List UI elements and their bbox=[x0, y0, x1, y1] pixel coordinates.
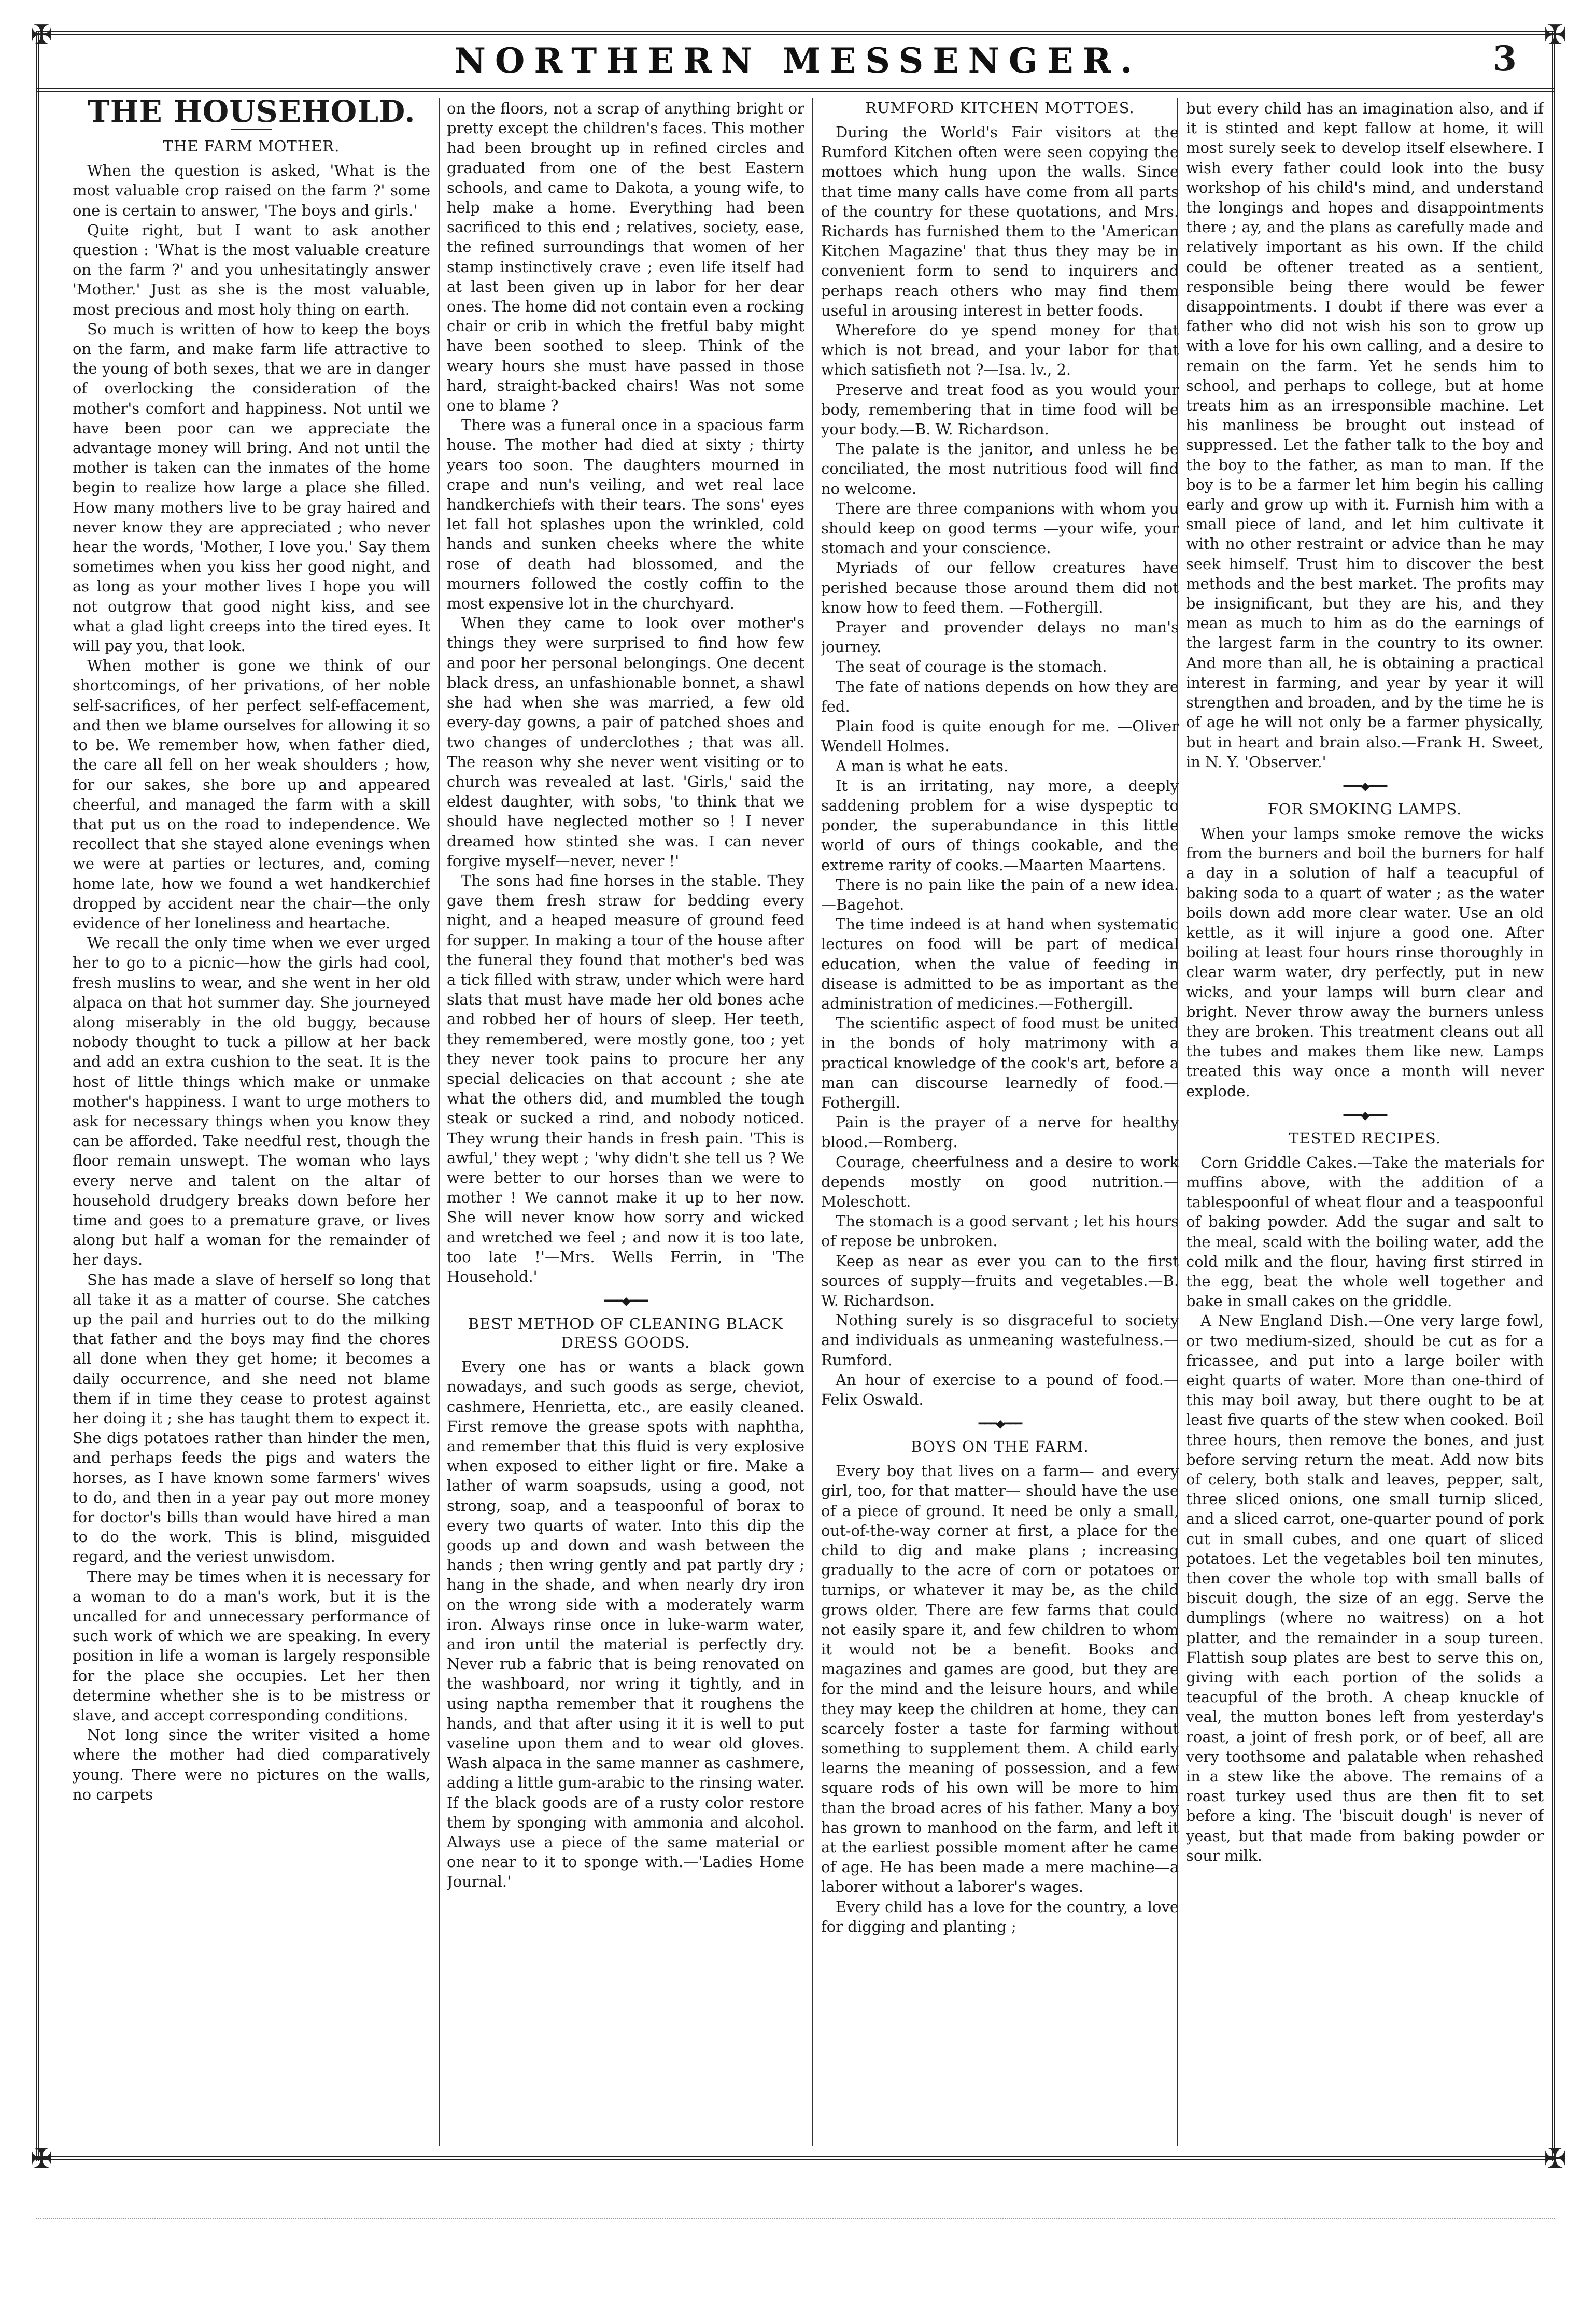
motto: Keep as near as ever you can to the first sources of supply—fruits and vegetables.—B. W. Richardson. bbox=[821, 1252, 1179, 1309]
article-paragraph: We recall the only time when we ever urged her to go to a picnic—how the girls had cool, fresh muslins to wear, and she went in her old alpaca on that hot summer day. She journeyed along miserably in the old buggy, because nobody thought to tuck a pillow at her back and add an extra cushion to the seat. It is the host of little things which make or unmake mother's happiness. I want to urge mothers to ask for necessary things when you know they can be afforded. Take needful rest, though the floor remain unswept. The woman who lays every nerve and talent on the altar of household drudgery breaks down before her time and goes to a premature grave, or lives along but half a woman for the remainder of her days. bbox=[73, 934, 430, 1269]
motto: Nothing surely is so disgraceful to society and individuals as unmeaning wastefulness.—Rumford. bbox=[821, 1311, 1179, 1369]
article-paragraph: Every child has a love for the country, a love for digging and planting ; bbox=[821, 1898, 1179, 1935]
page-number: 3 bbox=[1493, 38, 1517, 79]
motto: Plain food is quite enough for me. —Oliver Wendell Holmes. bbox=[821, 717, 1179, 755]
motto: It is an irritating, nay more, a deeply saddening problem for a wise dyspeptic to ponder, the superabundance in this little world of ours of things cookable, and the extreme rarity of cooks.—Maarten Maartens. bbox=[821, 776, 1179, 874]
header-rule bbox=[36, 88, 1555, 92]
column-divider bbox=[439, 98, 440, 2146]
motto: The seat of courage is the stomach. bbox=[836, 658, 1107, 676]
recipe-paragraph: A New England Dish.—One very large fowl, or two medium-sized, should be cut as for a fricassee, and put into a large boiler with eight quarts of water. More than one-third of this may boil away, but there ought to be at least five quarts of the stew when cooked. Boil three hours, then remove the bones, and just before serving return the meat. Add now bits of celery, both stalk and leaves, pepper, salt, three sliced onions, one small turnip sliced, and a sliced carrot, one-quarter pound of pork cut in small cubes, and one quart of sliced potatoes. Let the vegetables boil ten minutes, then cover the whole top with small balls of biscuit dough, the size of an egg. Serve the dumplings (where no waitress) on a hot platter, and the remainder in a soup tureen. Flattish soup plates are best to serve this on, giving with each portion of the solids a teacupful of the broth. A cheap knuckle of veal, the mutton bones left from yesterday's roast, a joint of fresh pork, or of beef, all are very toothsome and palatable when rehashed in a stew like the above. The remains of a roast turkey used thus are then fit to set before a king. The 'biscuit dough' is never of yeast, but that made from baking powder or sour milk. bbox=[1186, 1312, 1544, 1864]
article-paragraph: but every child has an imagination also, and if it is stinted and kept fallow at home, it will most surely seek to develop itself elsewhere. I wish every father could look into the busy workshop of his child's mind, and understand the longings and hopes and disappointments there ; ay, and the plans as carefully made and relatively important as his own. If the child could be oftener treated as a sentient, responsible being there would be fewer disappointments. I doubt if there was ever a father who did not wish his son to grow up with a love for his own calling, and a desire to remain on the farm. Yet he sends him to school, and perhaps to college, but at home treats him as an irresponsible machine. Let his manliness be brought out instead of suppressed. Let the father talk to the boy and the boy to the father, as man to man. If the boy is to be a farmer let him begin his calling early and grow up with it. Furnish him with a small piece of land, and let him cultivate it with no other restraint or advice than he may seek himself. Trust him to discover the best methods and the best market. The profits may be insignificant, but they are his, and they mean as much to him as do the earnings of the largest farm in the country to its owner. And more than all, he is obtaining a practical interest in farming, and year by year it will strengthen and broaden, and by the time he is of age he will not only be a farmer physically, but in heart and brain also.—Frank H. Sweet, in N. Y. 'Observer.' bbox=[1186, 100, 1544, 771]
article-paragraph: So much is written of how to keep the boys on the farm, and make farm life attractive to the young of both sexes, that we are in danger of overlocking the consideration of the mother's comfort and happiness. Not until we have been poor can we appreciate the advantage money will bring. And not until the mother is taken can the inmates of the home begin to realize how large a place she filled. How many mothers live to be gray haired and never know they are appreciated ; who never hear the words, 'Mother, I love you.' Say them sometimes when you kiss her good night, and as long as your mother lives I hope you will not outgrow that good night kiss, and see what a glad light creeps into the tired eyes. It will pay you, that look. bbox=[73, 320, 430, 655]
motto: Pain is the prayer of a nerve for healthy blood.—Romberg. bbox=[821, 1113, 1179, 1151]
bottom-rule bbox=[36, 2156, 1555, 2160]
article-paragraph: She has made a slave of herself so long that all take it as a matter of course. She catches up the pail and hurries out to do the milking that father and the boys may find the chores all done when they get home; it becomes a daily occurrence, and she need not blame them if in time they cease to protest against her doing it ; she has taught them to expect it. She digs potatoes rather than hinder the men, and perhaps feeds the pigs and waters the horses, as I have known some farmers' wives to do, and then in a year pay out more money for doctor's bills than would have hired a man to do the work. This is blind, misguided regard, and the veriest unwisdom. bbox=[73, 1270, 430, 1566]
article-paragraph: During the World's Fair visitors at the Rumford Kitchen often were seen copying the mottoes which hung upon the walls. Since that time many calls have come from all parts of the country for these quotations, and Mrs. Richards has furnished them to the 'American Kitchen Magazine' that thus they may be in convenient form to send to inquirers and perhaps reach others who may find them useful in arousing interest in better foods. bbox=[821, 123, 1179, 319]
column-divider bbox=[812, 98, 813, 2146]
bottom-margin-dots bbox=[36, 2218, 1555, 2219]
masthead-title: NORTHERN MESSENGER. bbox=[454, 40, 1142, 81]
section-separator-icon: ━━━◆━━━ bbox=[604, 1295, 647, 1308]
article-paragraph: There may be times when it is necessary for a woman to do a man's work, but it is the uncalled for and unnecessary performance of such work of which we are speaking. In every position in life a woman is largely responsible for the place she occupies. Let her then determine whether she is to be mistress or slave, and accept corresponding conditions. bbox=[73, 1567, 430, 1724]
corner-ornament-icon: ✠ bbox=[1544, 20, 1566, 51]
section-separator-icon: ━━━◆━━━ bbox=[978, 1418, 1022, 1431]
column-2 bbox=[447, 98, 804, 2146]
section-separator-icon: ━━━◆━━━ bbox=[1343, 780, 1387, 793]
motto: The time indeed is at hand when systematic lectures on food will be part of medical education, when the value of feeding in disease is admitted to be as important as the administration of medicines.—Fothergill. bbox=[821, 915, 1179, 1012]
article-title: TESTED RECIPES. bbox=[1289, 1129, 1441, 1147]
motto: Preserve and treat food as you would your body, remembering that in time food will be your body.—B. W. Richardson. bbox=[821, 380, 1179, 438]
motto: The scientific aspect of food must be united in the bonds of holy matrimony with a practical knowledge of the cook's art, before a man can discourse learnedly of food.—Fothergill. bbox=[821, 1014, 1179, 1111]
article-paragraph: When they came to look over mother's things they were surprised to find how few and poor her personal belongings. One decent black dress, an unfashionable bonnet, a shawl she had when she was married, a few old every-day gowns, a pair of patched shoes and two changes of underclothes ; that was all. The reason why she never went visiting or to church was revealed at last. 'Girls,' said the eldest daughter, with sobs, 'to think that we should have neglected mother so ! I never dreamed how stinted she was. I can never forgive myself—never, never !' bbox=[447, 614, 804, 870]
recipe-paragraph: Corn Griddle Cakes.—Take the materials for muffins above, with the addition of a tablespoonful of wheat flour and a teaspoonful of baking powder. Add the sugar and salt to the meal, scald with the boiling water, add the cold milk and the flour, having first stirred in the egg, beat the whole well together and bake in small cakes on the griddle. bbox=[1186, 1153, 1544, 1310]
motto: A man is what he eats. bbox=[836, 757, 1009, 775]
motto: An hour of exercise to a pound of food.—Felix Oswald. bbox=[821, 1370, 1179, 1408]
article-paragraph: When the question is asked, 'What is the most valuable crop raised on the farm ?' some one is certain to answer, 'The boys and girls.' bbox=[73, 162, 430, 219]
article-title: THE FARM MOTHER. bbox=[163, 137, 340, 155]
motto: Courage, cheerfulness and a desire to work depends mostly on good nutrition.—Moleschott. bbox=[821, 1153, 1179, 1210]
article-paragraph: Quite right, but I want to ask another question : 'What is the most valuable creature on the farm ?' and you unhesitatingly answer 'Mother.' Just as she is the most valuable, most precious and most holy thing on earth. bbox=[73, 221, 430, 318]
article-paragraph: Not long since the writer visited a home where the mother had died comparatively young. There were no pictures on the walls, no carpets bbox=[73, 1726, 430, 1803]
motto: The palate is the janitor, and unless he be conciliated, the most nutritious food will find no welcome. bbox=[821, 440, 1179, 498]
motto: The fate of nations depends on how they are fed. bbox=[821, 677, 1179, 715]
article-title: FOR SMOKING LAMPS. bbox=[1267, 800, 1462, 818]
motto: There is no pain like the pain of a new idea.—Bagehot. bbox=[821, 875, 1179, 913]
section-heading: THE HOUSEHOLD. bbox=[87, 98, 416, 129]
column-3 bbox=[821, 98, 1179, 2146]
article-paragraph: When mother is gone we think of our shortcomings, of her privations, of her noble self-sacrifices, of her perfect self-effacement, and then we blame ourselves for allowing it so to be. We remember how, when father died, the care all fell on her weak shoulders ; how, for our sakes, she bore up and appeared cheerful, and managed the farm with a skill that put us on the road to independence. We recollect that she stayed alone evenings when we were at parties or lectures, and, coming home late, how we found a wet handkerchief dropped by accident near the chair—the only evidence of her loneliness and heartache. bbox=[73, 657, 430, 932]
motto: Myriads of our fellow creatures have perished because those around them did not know how to feed them. —Fothergill. bbox=[821, 559, 1179, 616]
column-1 bbox=[73, 98, 430, 2146]
top-rule bbox=[36, 31, 1555, 35]
motto: Prayer and provender delays no man's journey. bbox=[821, 618, 1179, 656]
article-paragraph: There was a funeral once in a spacious farm house. The mother had died at sixty ; thirty years too soon. The daughters mourned in crape and nun's veiling, and wet real lace handkerchiefs with their tears. The sons' eyes let fall hot splashes upon the wrinkled, cold hands and sunken cheeks where the white rose of death had blossomed, and the mourners followed the costly coffin to the most expensive lot in the churchyard. bbox=[447, 416, 804, 613]
corner-ornament-icon: ✠ bbox=[1544, 2143, 1566, 2174]
article-paragraph: The sons had fine horses in the stable. They gave them fresh straw for bedding every night, and a heaped measure of ground feed for supper. In making a tour of the house after the funeral they found that mother's bed was a tick filled with straw, under which were hard slats that must have made her old bones ache and robbed her of hours of sleep. Her teeth, they remembered, were mostly gone, too ; yet they never took pains to procure her any special delicacies on that account ; she ate what the others did, and mumbled the tough steak or sucked a rind, and nobody noticed. They wrung their hands in fresh pain. 'This is awful,' they wept ; 'why didn't she tell us ? We were better to our horses than we were to mother ! We cannot make it up to her now. She will never know how sorry and wicked and wretched we feel ; and now it is too late, too late !'—Mrs. Wells Ferrin, in 'The Household.' bbox=[447, 871, 804, 1285]
article-paragraph: on the floors, not a scrap of anything bright or pretty except the children's faces. This mother had been brought up in refined circles and graduated from one of the best Eastern schools, and came to Dakota, a young wife, to help make a home. Everything had been sacrificed to this end ; relatives, society, ease, the refined surroundings that women of her stamp instinctively crave ; even life itself had at last been given up in labor for her dear ones. The home did not contain even a rocking chair or crib in which the fretful baby might have been soothed to sleep. Think of the weary hours she must have passed in those hard, straight-backed chairs! Was not some one to blame ? bbox=[447, 100, 804, 415]
article-title: BEST METHOD OF CLEANING BLACK DRESS GOODS. bbox=[468, 1315, 784, 1352]
article-paragraph: Every boy that lives on a farm— and every girl, too, for that matter— should have the use of a piece of ground. It need be only a small, out-of-the-way corner at first, a place for the child to dig and make plans ; increasing gradually to the acre of corn or potatoes or turnips, or whatever it may be, as the child grows older. There are few farms that could not easily spare it, and few children to whom it would not be a benefit. Books and magazines and games are good, but they are for the mind and the leisure hours, and while they may keep the children at home, they can scarcely foster a taste for farming without something to supplement them. A child early learns the meaning of possession, and a few square rods of his own will be more to him than the broad acres of his father. Many a boy has grown to manhood on the farm, and left it at the earliest possible moment after he came of age. He has been made a mere machine—a laborer without a laborer's wages. bbox=[821, 1462, 1179, 1896]
corner-ornament-icon: ✠ bbox=[30, 2143, 53, 2174]
article-paragraph: Every one has or wants a black gown nowadays, and such goods as serge, cheviot, cashmere, Henrietta, etc., are easily cleaned. First remove the grease spots with naphtha, and remember that this fluid is very explosive when exposed to either light or fire. Make a lather of warm soapsuds, using a good, not strong, soap, and a teaspoonful of borax to every two quarts of water. Into this dip the goods up and down and wash between the hands ; then wring gently and pat partly dry ; hang in the shade, and when nearly dry iron on the wrong side with a moderately warm iron. Always rinse once in luke-warm water, and iron until the material is perfectly dry. Never rub a fabric that is being renovated on the washboard, nor wring it tightly, and in using naptha remember that it roughens the hands, and that after using it it is well to put vaseline upon them and to wear old gloves. Wash alpaca in the same manner as cashmere, adding a little gum-arabic to the rinsing water. If the black goods are of a rusty color restore them by sponging with ammonia and alcohol. Always use a piece of the same material or one near to it to sponge with.—'Ladies Home Journal.' bbox=[447, 1358, 804, 1891]
article-title: BOYS ON THE FARM. bbox=[911, 1438, 1089, 1456]
corner-ornament-icon: ✠ bbox=[30, 20, 53, 51]
motto: The stomach is a good servant ; let his hours of repose be unbroken. bbox=[821, 1212, 1179, 1250]
section-separator-icon: ━━━◆━━━ bbox=[1343, 1109, 1387, 1122]
article-title: RUMFORD KITCHEN MOTTOES. bbox=[865, 99, 1135, 117]
motto: Wherefore do ye spend money for that which is not bread, and your labor for that which satisfieth not ?—Isa. lv., 2. bbox=[821, 321, 1179, 379]
motto: There are three companions with whom you should keep on good terms —your wife, your stomach and your conscience. bbox=[821, 499, 1179, 557]
article-paragraph: When your lamps smoke remove the wicks from the burners and boil the burners for half a day in a solution of half a teacupful of baking soda to a quart of water ; as the water boils down add more clear water. Use an old kettle, as it will injure a good one. After boiling at least four hours rinse thoroughly in clear warm water, dry perfectly, put in new wicks, and your lamps will burn clear and bright. Never throw away the burners unless they are broken. This treatment cleans out all the tubes and makes them like new. Lamps treated this way once a month will never explode. bbox=[1186, 824, 1544, 1100]
column-4 bbox=[1186, 98, 1544, 2146]
